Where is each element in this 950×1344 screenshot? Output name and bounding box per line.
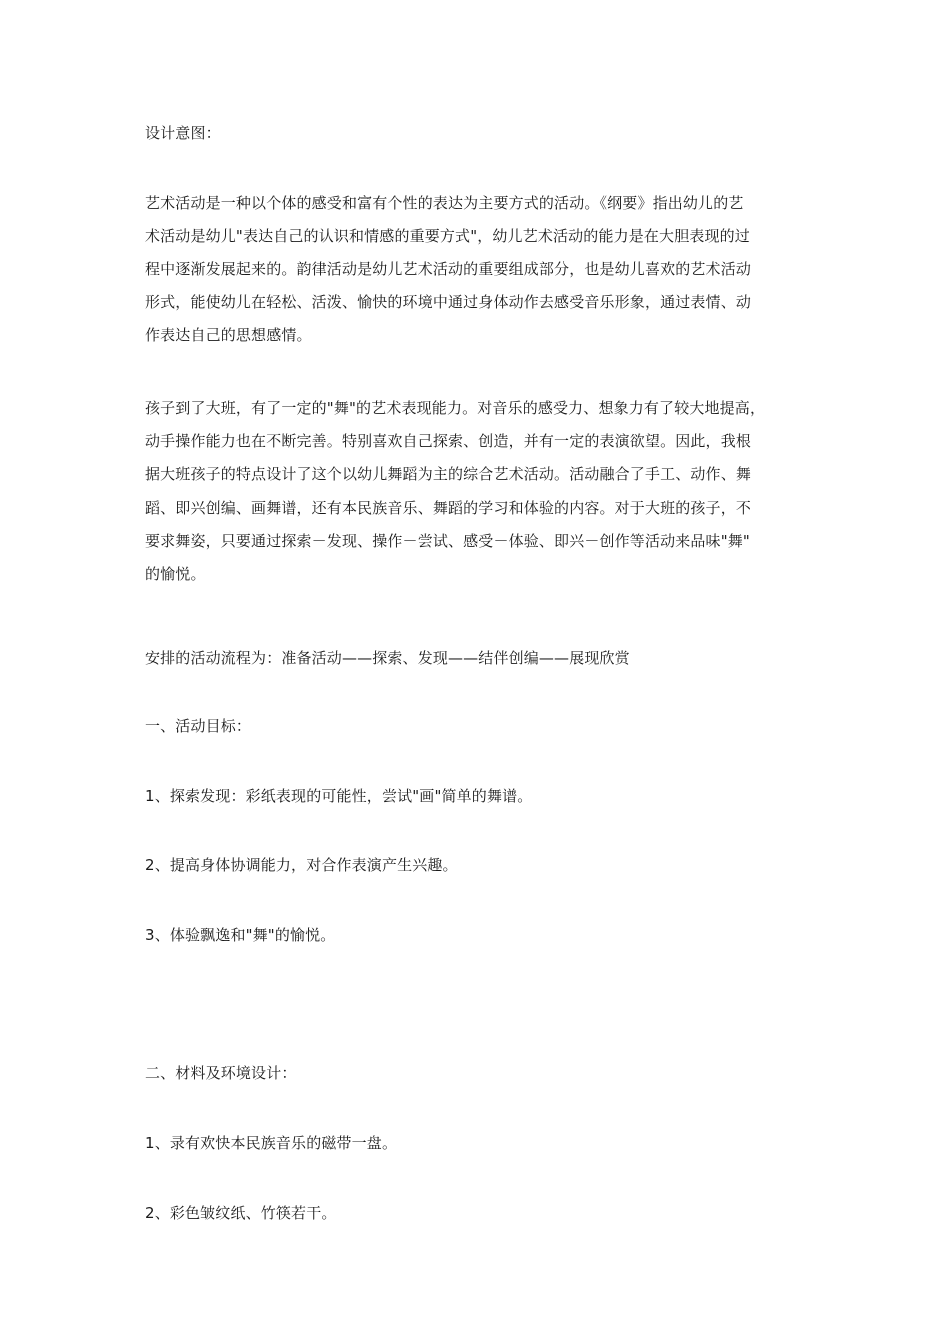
para2-line-3: 据大班孩子的特点设计了这个以幼儿舞蹈为主的综合艺术活动。活动融合了手工、动作、舞: [145, 465, 752, 483]
goal-item-2: 2、提高身体协调能力，对合作表演产生兴趣。: [145, 856, 458, 874]
para2-line-5: 要求舞姿，只要通过探索－发现、操作－尝试、感受－体验、即兴－创作等活动来品味"舞": [145, 532, 750, 550]
para1-line-2: 术活动是幼儿"表达自己的认识和情感的重要方式"，幼儿艺术活动的能力是在大胆表现的过: [145, 227, 750, 245]
material-item-2: 2、彩色皱纹纸、竹筷若干。: [145, 1204, 337, 1222]
para1-line-3: 程中逐渐发展起来的。韵律活动是幼儿艺术活动的重要组成部分，也是幼儿喜欢的艺术活动: [145, 260, 752, 278]
para2-line-1: 孩子到了大班，有了一定的"舞"的艺术表现能力。对音乐的感受力、想象力有了较大地提高，: [145, 399, 766, 417]
material-item-1: 1、录有欢快本民族音乐的磁带一盘。: [145, 1134, 398, 1152]
intent-heading: 设计意图：: [145, 124, 221, 142]
goal-item-1: 1、探索发现：彩纸表现的可能性，尝试"画"简单的舞谱。: [145, 787, 533, 805]
para2-line-2: 动手操作能力也在不断完善。特别喜欢自己探索、创造，并有一定的表演欲望。因此，我根: [145, 432, 752, 450]
para1-line-4: 形式，能使幼儿在轻松、活泼、愉快的环境中通过身体动作去感受音乐形象，通过表情、动: [145, 293, 752, 311]
para2-line-4: 蹈、即兴创编、画舞谱，还有本民族音乐、舞蹈的学习和体验的内容。对于大班的孩子，不: [145, 499, 752, 517]
goal-item-3: 3、体验飘逸和"舞"的愉悦。: [145, 926, 336, 944]
para1-line-1: 艺术活动是一种以个体的感受和富有个性的表达为主要方式的活动。《纲要》指出幼儿的艺: [145, 194, 744, 212]
goals-heading: 一、活动目标：: [145, 717, 252, 735]
activity-flow: 安排的活动流程为：准备活动——探索、发现——结伴创编——展现欣赏: [145, 649, 630, 667]
materials-heading: 二、材料及环境设计：: [145, 1064, 297, 1082]
para2-line-6: 的愉悦。: [145, 565, 206, 583]
para1-line-5: 作表达自己的思想感情。: [145, 326, 312, 344]
